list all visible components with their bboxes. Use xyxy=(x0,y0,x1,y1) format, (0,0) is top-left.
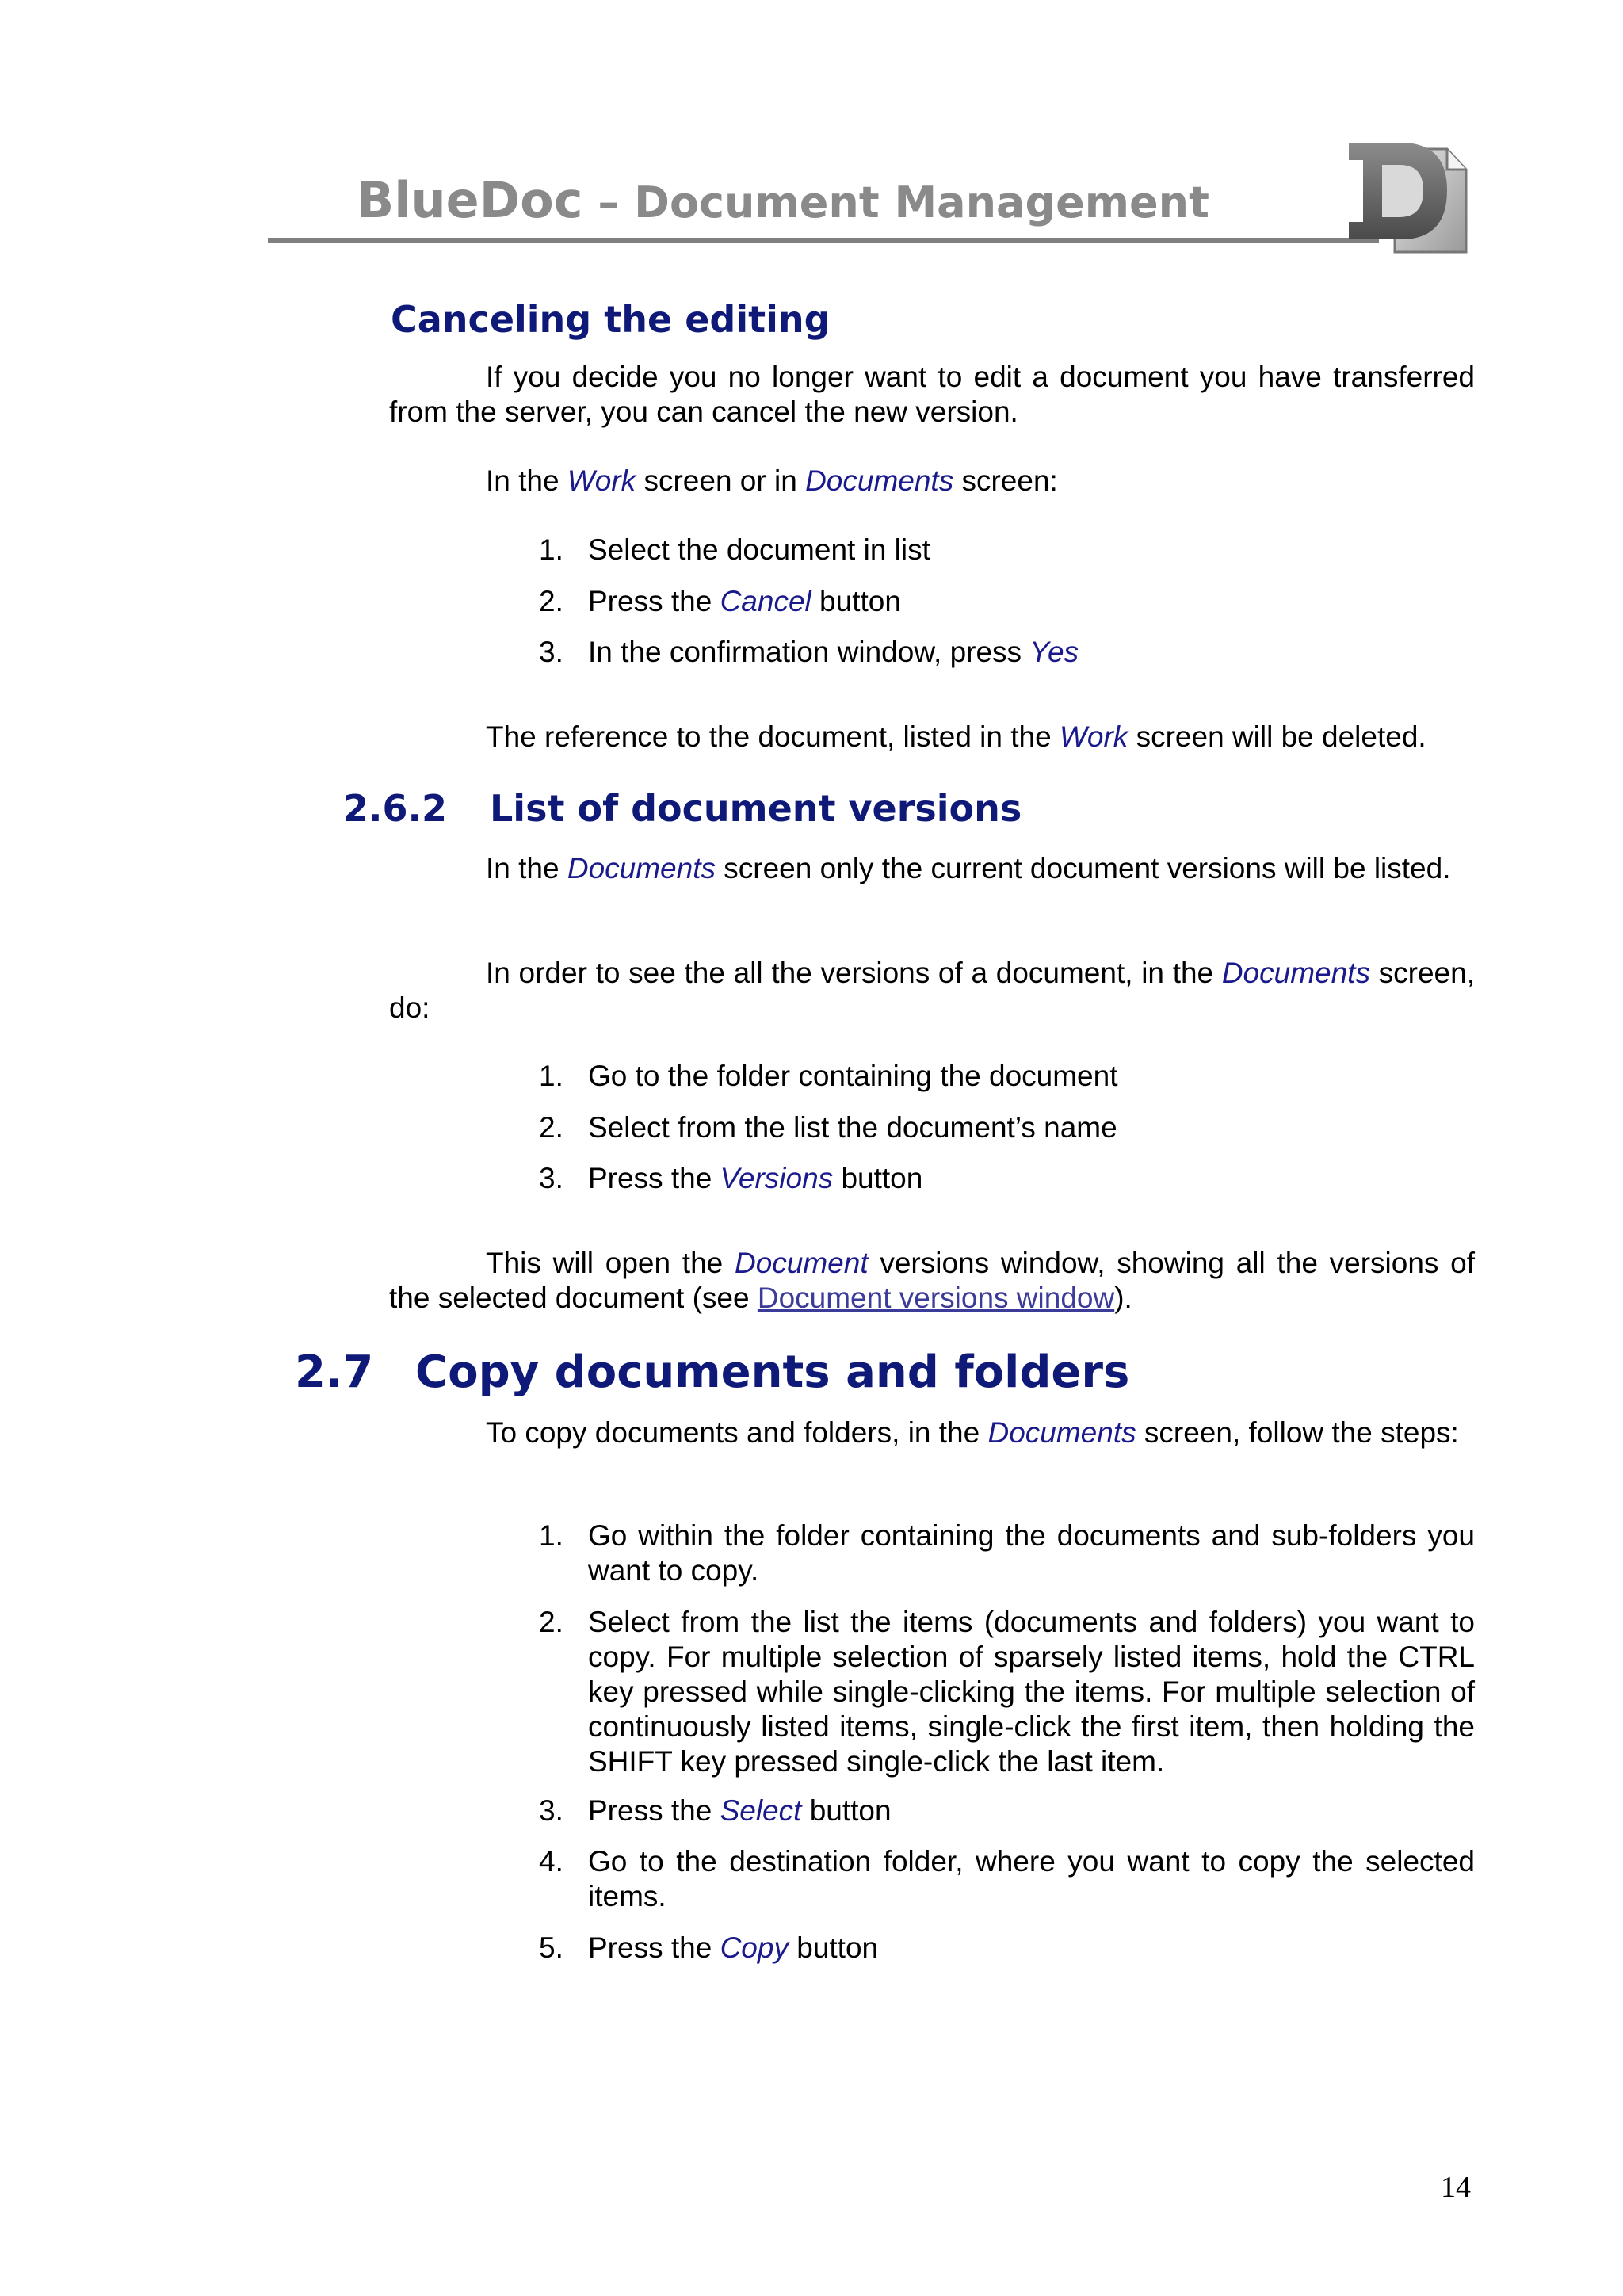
header-brand: BlueDoc xyxy=(357,171,583,229)
list-item: 4. Go to the destination folder, where you want to copy the selected items. xyxy=(539,1845,1475,1912)
section-title: Copy documents and folders xyxy=(415,1347,1130,1398)
document-header-title xyxy=(357,171,1209,229)
heading-canceling-the-editing: Canceling the editing xyxy=(391,298,831,341)
bluedoc-d-logo-icon xyxy=(1346,133,1472,260)
paragraph-copy-intro: To copy documents and folders, in the Documents screen, follow the steps: xyxy=(486,1416,1459,1449)
work-screen-reference: Work xyxy=(1059,720,1128,753)
heading-list-of-document-versions xyxy=(343,787,1022,830)
list-item: 5. Press the Copy button xyxy=(539,1931,879,1964)
list-item: 1. Select the document in list xyxy=(539,533,930,566)
list-item: 3. Press the Versions button xyxy=(539,1162,923,1194)
paragraph-cancel-intro: If you decide you no longer want to edit a document you have transferred from the server, you can cancel the new version. xyxy=(389,361,1475,428)
copy-button-reference: Copy xyxy=(720,1931,789,1964)
documents-screen-reference: Documents xyxy=(805,464,954,497)
documents-screen-reference: Documents xyxy=(987,1416,1136,1449)
select-button-reference: Select xyxy=(720,1794,802,1827)
document-versions-window-link[interactable]: Document versions window xyxy=(757,1282,1115,1314)
list-item: 3. Press the Select button xyxy=(539,1794,892,1827)
paragraph-versions-result: This will open the Document versions window, showing all the versions of the selected document (see Document versions window). xyxy=(389,1247,1475,1314)
list-item: 1. Go within the folder containing the documents and sub-folders you want to copy. xyxy=(539,1519,1475,1587)
work-screen-reference: Work xyxy=(567,464,636,497)
versions-button-reference: Versions xyxy=(720,1162,834,1194)
documents-screen-reference: Documents xyxy=(567,852,716,884)
paragraph-cancel-where: In the Work screen or in Documents screen: xyxy=(486,464,1058,497)
header-rule xyxy=(268,238,1379,243)
documents-screen-reference: Documents xyxy=(1221,957,1370,989)
page-number: 14 xyxy=(1441,2171,1471,2204)
list-item: 1. Go to the folder containing the document xyxy=(539,1060,1118,1092)
list-item: 2. Select from the list the items (documents and folders) you want to copy. For multiple selection of sparsely listed items, hold the CTRL key pressed while single-clicking the items. For multiple selection of continuously listed items, single-click the first item, then holding the SHIFT key pressed single-click the last item. xyxy=(539,1606,1475,1778)
header-subtitle: – Document Management xyxy=(582,178,1209,227)
section-number: 2.7 xyxy=(295,1347,374,1398)
paragraph-versions-intro: In the Documents screen only the current document versions will be listed. xyxy=(486,852,1451,884)
list-item: 2. Select from the list the document’s name xyxy=(539,1111,1117,1144)
section-number: 2.6.2 xyxy=(343,787,447,830)
list-item: 2. Press the Cancel button xyxy=(539,585,901,617)
document-window-reference: Document xyxy=(734,1247,869,1279)
section-title: List of document versions xyxy=(490,787,1022,830)
paragraph-versions-how: In order to see the all the versions of a document, in the Documents screen, do: xyxy=(389,957,1475,1024)
paragraph-cancel-result: The reference to the document, listed in the Work screen will be deleted. xyxy=(486,720,1426,753)
heading-copy-documents-and-folders xyxy=(295,1347,1130,1398)
cancel-button-reference: Cancel xyxy=(720,585,812,617)
list-item: 3. In the confirmation window, press Yes xyxy=(539,636,1079,668)
yes-button-reference: Yes xyxy=(1029,636,1079,668)
